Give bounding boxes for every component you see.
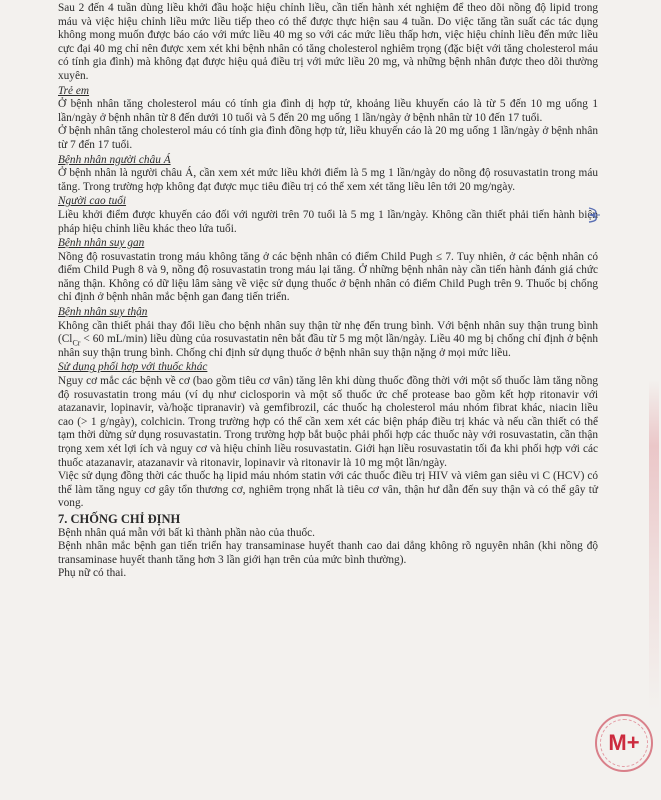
paragraph-titration: Sau 2 đến 4 tuần dùng liều khởi đầu hoặc hiệu chỉnh liều, cần tiến hành xét nghiệm để theo dõi nồng độ lipid trong máu và việc hiệu chỉnh liều mức liều tiếp theo có thể được thực hiện sau 4 tuần. Do việc tăng tần suất các tác dụng không mong muốn được báo cáo với mức liều 40 mg so với các mức liều thấp hơn, việc hiệu chỉnh liều đến mức liều cực đại 40 mg chỉ nên được xem xét khi bệnh nhân có tăng cholesterol nghiêm trọng (đặc biệt với tăng cholesterol máu có tính gia đình) mà không đạt được hiệu quả điều trị với mức liều 20 mg, và những bệnh nhân được theo dõi thường xuyên. [58, 2, 598, 82]
paragraph-renal [58, 320, 598, 361]
paragraph-pregnancy: Phụ nữ có thai. [58, 567, 127, 580]
paragraph-children-heterozygous: Ở bệnh nhân tăng cholesterol máu có tính gia đình dị hợp tử, khoảng liều khuyến cáo là từ 5 đến 10 mg uống 1 lần/ngày ở bệnh nhân từ 8 đến dưới 10 tuổi và 5 đến 20 mg uống 1 lần/ngày ở bệnh nhân từ 10 đến 17 tuổi. [58, 98, 598, 124]
pharmacy-stamp-logo [595, 714, 653, 772]
signature-mark-icon [586, 206, 602, 224]
edge-stain [649, 380, 659, 710]
stamp-ring [600, 719, 648, 767]
paragraph-elderly: Liều khởi điểm được khuyến cáo đối với người trên 70 tuổi là 5 mg 1 lần/ngày. Không cần thiết phải tiến hành biện pháp hiệu chỉnh liều khác theo lứa tuổi. [58, 208, 598, 235]
section-heading-contraindications: 7. CHỐNG CHỈ ĐỊNH [58, 511, 181, 526]
subheading-asian: Bệnh nhân người châu Á [58, 153, 171, 166]
paragraph-children-homozygous: Ở bệnh nhân tăng cholesterol máu có tính gia đình đồng hợp tử, liều khuyến cáo là 20 mg uống 1 lần/ngày ở bệnh nhân từ 7 đến 17 tuổi. [58, 125, 598, 151]
document-page [58, 2, 598, 581]
subheading-renal: Bệnh nhân suy thận [58, 306, 148, 319]
paragraph-combination: Nguy cơ mắc các bệnh về cơ (bao gồm tiêu cơ vân) tăng lên khi dùng thuốc đồng thời với một số thuốc làm tăng nồng độ rosuvastatin trong máu (ví dụ như ciclosporin và một số thuốc ức chế protease bao gồm kết hợp ritonavir với atazanavir, lopinavir, và/hoặc tipranavir) và gemfibrozil, các thuốc hạ cholesterol máu nhóm fibrat khác, niacin liều cao (> 1 g/ngày), colchicin. Trong trường hợp có thể cần xem xét các biện pháp điều trị khác và nếu cần thiết có thể tạm thời dừng sử dụng rosuvastatin. Trong trường hợp bắt buộc phải phối hợp các thuốc này với rosuvastatin, cần thận trọng xem xét lợi ích và nguy cơ và hiệu chỉnh liều rosuvastatin. Giới hạn liều rosuvastatin tối đa khi phối hợp với các thuốc atazanavir, atazanavir và ritonavir, lopinavir và ritonavir là 10 mg một lần/ngày. [58, 375, 598, 469]
creatinine-subscript: Cr [72, 338, 81, 348]
stamp-logo-mark: M+ [608, 730, 640, 755]
subheading-children: Trẻ em [58, 84, 90, 97]
renal-text-after: < 60 mL/min) liều dùng của rosuvastatin nên bắt đầu từ 5 mg một lần/ngày. Liều 40 mg bị chống chỉ định ở bệnh nhân suy thận trung bình. Chống chỉ định sử dụng thuốc ở bệnh nhân suy thận nặng ở mọi mức liều. [58, 333, 598, 359]
paragraph-liver-disease: Bệnh nhân mắc bệnh gan tiến triển hay transaminase huyết thanh cao dai dẳng không rõ nguyên nhân (khi nồng độ transaminase huyết thanh tăng hơn 3 lần giới hạn trên của mức bình thường). [58, 540, 598, 566]
renal-text-before: Không cần thiết phải thay đổi liều cho bệnh nhân suy thận từ nhẹ đến trung bình. Với bệnh nhân suy thận trung bình (Cl [58, 319, 598, 346]
paragraph-hepatic: Nồng độ rosuvastatin trong máu không tăng ở các bệnh nhân có điểm Child Pugh ≤ 7. Tuy nhiên, ở các bệnh nhân có điểm Child Pugh 8 và 9, nồng độ rosuvastatin trong máu lại tăng. Ở những bệnh nhân này cần tiến hành đánh giá chức năng thận. Không có dữ liệu lâm sàng về việc sử dụng thuốc ở bệnh nhân có điểm Child Pugh trên 9. Thuốc bị chống chỉ định ở bệnh nhân mắc bệnh gan đang tiến triển. [58, 250, 598, 304]
subheading-combination: Sử dụng phối hợp với thuốc khác [58, 361, 208, 374]
subheading-elderly: Người cao tuổi [58, 195, 127, 208]
paragraph-hypersensitivity: Bệnh nhân quá mẫn với bất kì thành phần nào của thuốc. [58, 526, 315, 539]
paragraph-statin-hiv: Việc sử dụng đồng thời các thuốc hạ lipid máu nhóm statin với các thuốc điều trị HIV và viêm gan siêu vi C (HCV) có thể làm tăng nguy cơ gây tổn thương cơ, nghiêm trọng nhất là tiêu cơ vân, thận hư dẫn đến suy thận và có thể gây tử vong. [58, 470, 598, 510]
paragraph-asian: Ở bệnh nhân là người châu Á, cần xem xét mức liều khởi điểm là 5 mg 1 lần/ngày do nồng độ rosuvastatin trong máu tăng. Trong trường hợp không đạt được mục tiêu điều trị có thể xem xét tăng liều lên tới 20 mg/ngày. [58, 167, 598, 193]
subheading-hepatic: Bệnh nhân suy gan [58, 237, 145, 250]
